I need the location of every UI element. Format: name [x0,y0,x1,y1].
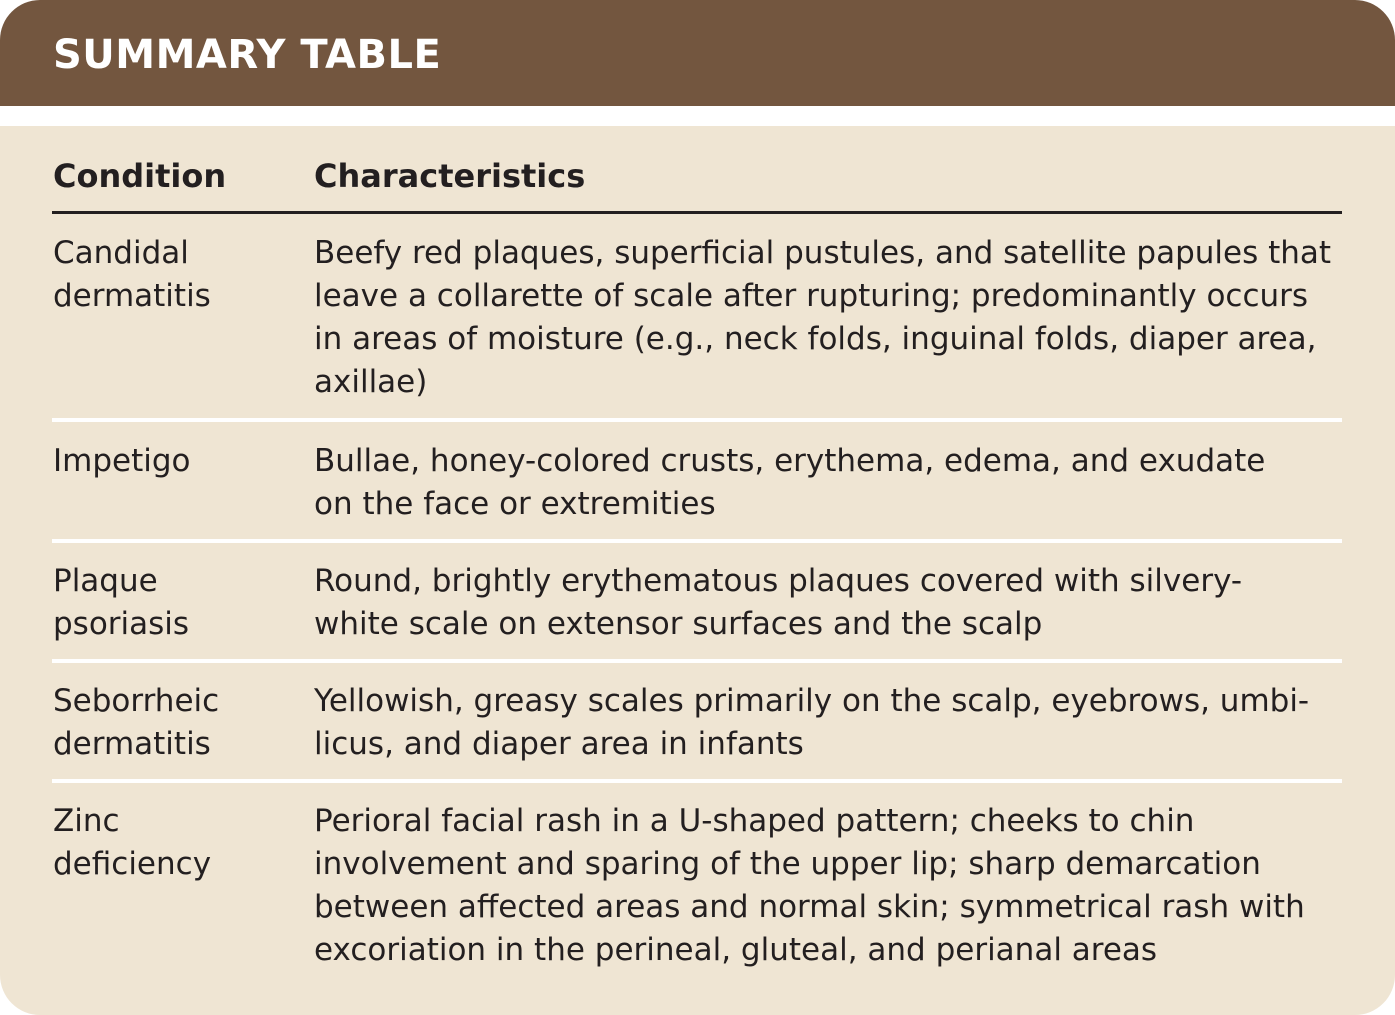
condition-cell [53,440,191,483]
characteristics-line: Yellowish, greasy scales primarily on the scalp, eyebrows, umbi- [314,683,1310,719]
condition-cell [53,800,211,886]
summary-table-header [0,0,1395,106]
characteristics-line: Round, brightly erythematous plaques covered with silvery- [314,563,1243,599]
summary-table-body [0,126,1395,1015]
condition-cell [53,232,211,318]
condition-line: Plaque [53,563,158,599]
summary-table-title: SUMMARY TABLE [53,32,442,78]
characteristics-line: excoriation in the perineal, gluteal, and perianal areas [314,932,1158,968]
condition-line: Impetigo [53,443,191,479]
characteristics-cell [314,560,1242,646]
condition-cell [53,680,219,766]
condition-line: dermatitis [53,726,211,762]
characteristics-line: in areas of moisture (e.g., neck folds, inguinal folds, diaper area, [314,321,1317,357]
characteristics-line: licus, and diaper area in infants [314,726,804,762]
characteristics-line: Perioral facial rash in a U-shaped pattern; cheeks to chin [314,803,1195,839]
characteristics-line: leave a collarette of scale after rupturing; predominantly occurs [314,278,1309,314]
characteristics-line: Beefy red plaques, superficial pustules, and satellite papules that [314,235,1332,271]
row-divider [52,418,1342,422]
condition-line: Candidal [53,235,189,271]
condition-line: Zinc [53,803,120,839]
condition-line: deficiency [53,846,212,882]
condition-line: dermatitis [53,278,211,314]
characteristics-line: on the face or extremities [314,486,716,522]
row-divider [52,659,1342,663]
column-header-characteristics: Characteristics [314,157,586,195]
characteristics-line: axillae) [314,364,428,400]
characteristics-cell [314,232,1331,404]
row-divider [52,779,1342,783]
header-rule [52,211,1342,214]
characteristics-cell [314,440,1265,526]
column-header-condition: Condition [53,157,227,195]
characteristics-cell [314,680,1309,766]
condition-line: Seborrheic [53,683,220,719]
characteristics-line: involvement and sparing of the upper lip; sharp demarcation [314,846,1261,882]
characteristics-line: between affected areas and normal skin; symmetrical rash with [314,889,1305,925]
characteristics-line: white scale on extensor surfaces and the scalp [314,606,1043,642]
characteristics-line: Bullae, honey-colored crusts, erythema, edema, and exudate [314,443,1266,479]
condition-cell [53,560,189,646]
characteristics-cell [314,800,1305,972]
row-divider [52,539,1342,543]
condition-line: psoriasis [53,606,190,642]
